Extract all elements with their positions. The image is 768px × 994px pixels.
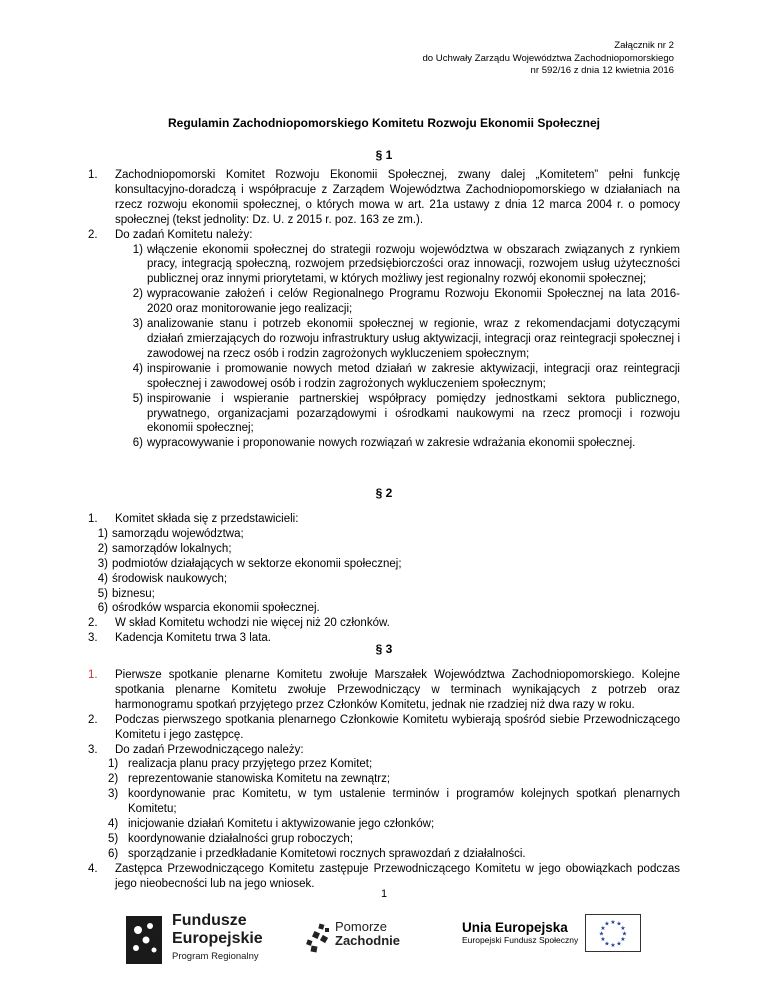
item-text: Komitet składa się z przedstawicieli: <box>115 513 299 525</box>
subitem-text: środowisk naukowych; <box>112 572 228 585</box>
svg-text:★: ★ <box>600 925 606 932</box>
subitem-text: podmiotów działających w sektorze ekonomii społecznej; <box>112 557 402 570</box>
section-2-heading: § 2 <box>375 486 393 500</box>
pomorze-zachodnie-text <box>335 920 400 948</box>
section-3-heading: § 3 <box>375 642 393 656</box>
eu-flag <box>585 914 641 952</box>
subitem-text: inicjowanie działań Komitetu i aktywizowanie jego członków; <box>128 818 435 831</box>
svg-text:★: ★ <box>604 940 610 948</box>
subitem-number: 1) <box>97 527 108 540</box>
list-item <box>108 847 680 862</box>
svg-text:★: ★ <box>620 936 626 943</box>
subitem-text: reprezentowanie stanowiska Komitetu na zewnątrz; <box>128 773 391 786</box>
list-item <box>108 757 680 772</box>
pz-line-2: Zachodnie <box>335 933 401 948</box>
item-number: 2. <box>88 617 98 630</box>
list-item <box>123 287 680 317</box>
item-text: Zachodniopomorski Komitet Rozwoju Ekonomii Społecznej, zwany dalej „Komitetem” pełni funkcję konsultacyjno-doradczą i współpracuje z Zarządem Województwa Zachodniopomorskiego w działaniach na rzecz rozwoju ekonomii społecznej, o których mowa w art. 21a ustawy z dnia 12 marca 2004 r. o pomocy społecznej (tekst jednolity: Dz. U. z 2015 r. poz. 163 ze zm.). <box>115 169 680 226</box>
list-item <box>88 587 680 602</box>
section-3-subitems <box>88 757 680 861</box>
fe-line-3: Program Regionalny <box>172 951 259 962</box>
item-number: 1. <box>88 669 98 681</box>
subitem-number: 3) <box>132 318 143 331</box>
ue-subtitle: Europejski Fundusz Społeczny <box>462 935 579 945</box>
fundusze-europejskie-text <box>172 912 263 966</box>
subitem-number: 1) <box>132 243 143 256</box>
list-item <box>88 572 680 587</box>
section-3 <box>88 668 680 892</box>
annex-line-3: nr 592/16 z dnia 12 kwietnia 2016 <box>530 65 674 76</box>
list-item <box>108 832 680 847</box>
list-item <box>88 601 680 616</box>
subitem-text: biznesu; <box>112 587 155 600</box>
page-number: 1 <box>380 888 388 900</box>
subitem-number: 4) <box>97 572 108 585</box>
subitem-text: inspirowanie i promowanie nowych metod działań w zakresie aktywizacji, integracji oraz reintegracji społecznej i zawodowej osób i rodzin zagrożonych wykluczeniem społecznym; <box>147 362 680 390</box>
section-1-heading: § 1 <box>375 148 393 162</box>
subitem-text: realizacja planu pracy przyjętego przez Komitet; <box>128 758 373 771</box>
section-1 <box>88 168 680 451</box>
list-item <box>123 362 680 392</box>
ue-title: Unia Europejska <box>462 920 568 935</box>
subitem-text: ośrodków wsparcia ekonomii społecznej. <box>112 602 320 615</box>
section-3-item-1 <box>88 668 680 713</box>
svg-text:★: ★ <box>598 930 605 938</box>
subitem-text: wypracowywanie i proponowanie nowych rozwiązań w zakresie wdrażania ekonomii społecznej. <box>147 437 636 450</box>
item-text: Kadencja Komitetu trwa 3 lata. <box>115 632 271 645</box>
svg-text:★: ★ <box>610 942 616 949</box>
item-text: Do zadań Przewodniczącego należy: <box>115 743 304 756</box>
subitem-text: samorządów lokalnych; <box>112 542 232 555</box>
section-2-item-1 <box>88 512 680 527</box>
unia-europejska-text <box>462 920 578 945</box>
svg-text:★: ★ <box>610 919 616 926</box>
list-item <box>123 317 680 362</box>
subitem-number: 5) <box>108 832 119 845</box>
subitem-text: inspirowanie i wspieranie partnerskiej współpracy pomiędzy jednostkami sektora publicznego, prywatnego, organizacjami pozarządowymi i ośrodkami naukowymi na rzecz promocji i rozwoju ekonomii społecznej; <box>147 392 680 435</box>
list-item <box>123 243 680 288</box>
pomorze-zachodnie-logo-icon <box>305 918 335 958</box>
list-item <box>123 436 680 451</box>
fe-line-2: Europejskie <box>172 930 263 947</box>
annex-line-1: Załącznik nr 2 <box>614 40 674 51</box>
section-2-subitems <box>88 527 680 616</box>
section-3-item-2 <box>88 713 680 743</box>
fundusze-europejskie-logo-icon <box>124 912 166 968</box>
item-number: 4. <box>88 862 98 875</box>
section-2 <box>88 512 680 646</box>
list-item <box>123 392 680 437</box>
item-number: 2. <box>88 228 98 241</box>
section-3-item-3 <box>88 743 680 758</box>
item-text: Do zadań Komitetu należy: <box>115 228 253 241</box>
svg-text:★: ★ <box>600 936 606 943</box>
subitem-number: 2) <box>108 773 119 786</box>
list-item <box>108 772 680 787</box>
subitem-text: samorządu województwa; <box>112 527 244 540</box>
subitem-number: 2) <box>132 288 143 301</box>
item-number: 1. <box>88 169 98 181</box>
subitem-number: 4) <box>132 362 143 375</box>
subitem-number: 5) <box>132 392 143 405</box>
item-text: Podczas pierwszego spotkania plenarnego Członkowie Komitetu wybierają spośród siebie Przewodniczącego Komitetu i jego zastępcę. <box>115 713 680 741</box>
subitem-text: koordynowanie prac Komitetu, w tym ustalenie terminów i programów kolejnych spotkań plenarnych Komitetu; <box>128 788 680 816</box>
section-1-subitems <box>88 243 680 452</box>
item-text: Zastępca Przewodniczącego Komitetu zastępuje Przewodniczącego Komitetu w jego obowiązkach podczas jego nieobecności lub na jego wniosek. <box>115 862 680 890</box>
subitem-number: 6) <box>97 602 108 615</box>
subitem-number: 6) <box>108 847 119 860</box>
svg-text:★: ★ <box>616 920 622 928</box>
list-item <box>108 817 680 832</box>
list-item <box>88 542 680 557</box>
section-1-item-2 <box>88 228 680 243</box>
annex-line-2: do Uchwały Zarządu Województwa Zachodniopomorskiego <box>422 52 674 64</box>
subitem-text: włączenie ekonomii społecznej do strategii rozwoju województwa w obszarach związanych z rynkiem pracy, integracją społeczną, rozwojem przedsiębiorczości oraz innowacji, rozwojem usług użyteczności publicznej oraz innymi priorytetami, w których możliwy jest regionalny rozwój ekonomii społecznej; <box>147 243 680 286</box>
subitem-text: sporządzanie i przedkładanie Komitetowi rocznych sprawozdań z działalności. <box>128 847 526 860</box>
svg-text:★: ★ <box>620 925 626 932</box>
subitem-text: wypracowanie założeń i celów Regionalnego Programu Rozwoju Ekonomii Społecznej na lata 2016-2020 oraz monitorowanie jego realizacji; <box>147 288 680 316</box>
subitem-number: 4) <box>108 818 119 831</box>
subitem-text: analizowanie stanu i potrzeb ekonomii społecznej w regionie, wraz z rekomendacjami dotyczącymi działań zmierzających do rozwoju infrastruktury usług aktywizacji, integracji oraz reintegracji społecznej i zawodowej na rzecz osób i rodzin zagrożonych wykluczeniem społecznym; <box>147 318 680 360</box>
list-item <box>108 787 680 817</box>
subitem-number: 5) <box>97 587 108 600</box>
footer-logos <box>0 900 768 980</box>
subitem-number: 6) <box>132 437 143 450</box>
subitem-number: 2) <box>97 542 108 555</box>
svg-text:★: ★ <box>604 920 610 928</box>
svg-text:★: ★ <box>621 930 628 938</box>
list-item <box>88 557 680 572</box>
eu-flag-icon <box>586 915 640 951</box>
subitem-number: 3) <box>97 557 108 570</box>
pz-line-1: Pomorze <box>335 919 388 934</box>
subitem-text: koordynowanie działalności grup roboczych; <box>128 832 354 845</box>
item-number: 1. <box>88 513 98 525</box>
section-1-item-1 <box>88 168 680 228</box>
document-title: Regulamin Zachodniopomorskiego Komitetu Rozwoju Ekonomii Społecznej <box>167 116 601 130</box>
subitem-number: 1) <box>108 758 119 771</box>
item-number: 3. <box>88 743 98 756</box>
item-number: 3. <box>88 632 98 645</box>
svg-text:★: ★ <box>616 940 622 948</box>
fe-line-1: Fundusze <box>172 912 247 929</box>
section-2-item-2 <box>88 616 680 631</box>
item-text: W skład Komitetu wchodzi nie więcej niż 20 członków. <box>115 617 390 630</box>
list-item <box>88 527 680 542</box>
subitem-number: 3) <box>108 788 119 801</box>
item-text: Pierwsze spotkanie plenarne Komitetu zwołuje Marszałek Województwa Zachodniopomorskiego. Kolejne spotkania plenarne Komitetu zwołuje Przewodniczący w terminach wynikających z potrzeb oraz harmonogramu spotkań przyjętego przez Członków Komitetu, jednak nie rzadziej niż dwa razy w roku. <box>115 669 680 711</box>
item-number: 2. <box>88 713 98 726</box>
annex-header <box>422 40 674 78</box>
